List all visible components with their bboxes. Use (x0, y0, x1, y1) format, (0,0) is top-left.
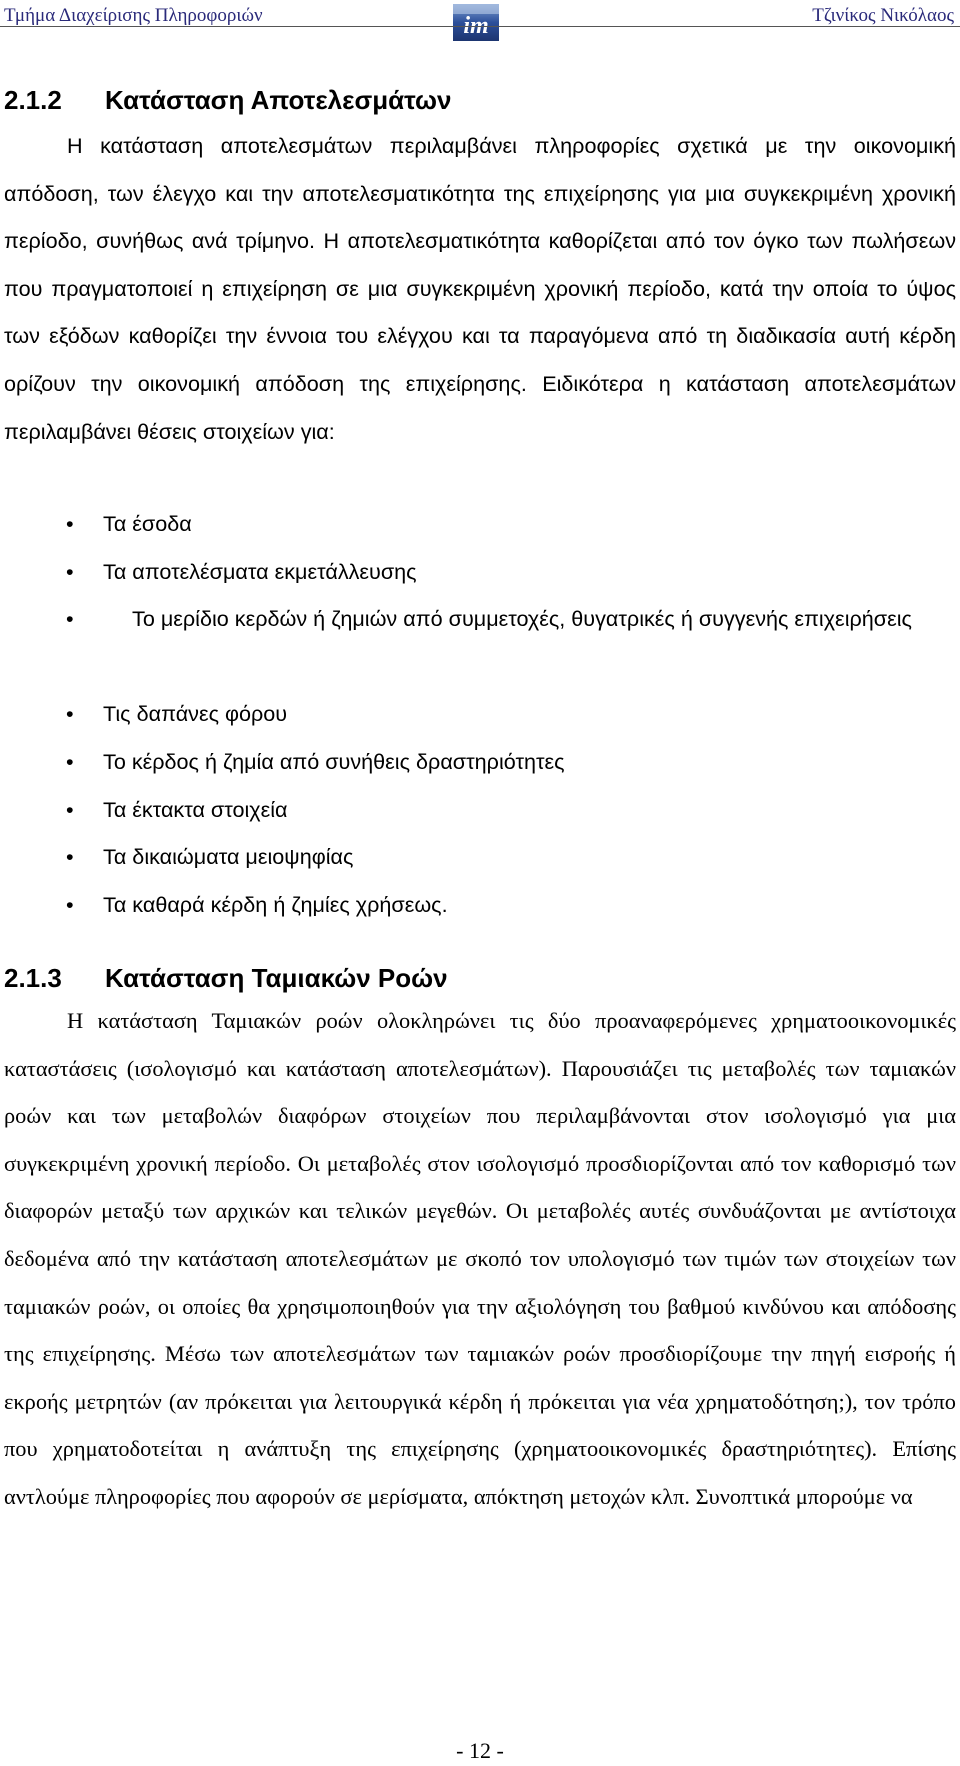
bullet-icon: • (66, 796, 74, 822)
bullet-icon: • (66, 701, 74, 727)
section-paragraph (4, 122, 956, 455)
bullet-list (0, 500, 960, 928)
bullet-icon: • (66, 891, 74, 917)
section-paragraph (4, 997, 956, 1521)
section-number: 2.1.3 (4, 963, 62, 993)
list-item: • Το μερίδιο κερδών ή ζημιών από συμμετοχές, θυγατρικές ή συγγενής επιχειρήσεις (0, 595, 960, 690)
bullet-icon: • (66, 606, 74, 632)
bullet-icon: • (66, 748, 74, 774)
list-item: • Τα έκτακτα στοιχεία (0, 786, 960, 834)
section-heading-2-1-3 (4, 963, 448, 993)
im-logo-icon (452, 3, 500, 42)
list-item: • Τα αποτελέσματα εκμετάλλευσης (0, 548, 960, 596)
list-item: • Τα δικαιώματα μειοψηφίας (0, 833, 960, 881)
header-rule (0, 26, 960, 27)
page-header (0, 0, 960, 44)
section-title: Κατάσταση Αποτελεσμάτων (105, 85, 452, 115)
list-item: • Τα έσοδα (0, 500, 960, 548)
bullet-icon: • (66, 511, 74, 536)
list-item: • Τις δαπάνες φόρου (0, 690, 960, 738)
header-author: Τζινίκος Νικόλαος (812, 5, 954, 26)
paragraph-text: Η κατάσταση Ταμιακών ροών ολοκληρώνει τις δύο προαναφερόμενες χρηματοοικονομικές καταστάσεις (ισολογισμό και κατάσταση αποτελεσμάτων). Παρουσιάζει τις μεταβολές των ταμιακών ροών και των μεταβολών διαφόρων στοιχείων που περιλαμβάνονται στον ισολογισμό για μια συγκεκριμένη χρονική περίοδο. Οι μεταβολές στον ισολογισμό προσδιορίζονται από τον καθορισμό των διαφορών μεταξύ των αρχικών και τελικών μεγεθών. Οι μεταβολές αυτές συνδυάζονται με αντίστοιχα δεδομένα από την κατάσταση αποτελεσμάτων με σκοπό τον υπολογισμό των τιμών των στοιχείων των ταμιακών ροών, οι οποίες θα χρησιμοποιηθούν για την αξιολόγηση του βαθμού κινδύνου και απόδοσης της επιχείρησης. Μέσω των αποτελεσμάτων των ταμιακών ροών προσδιορίζουμε την πηγή εισροής ή εκροής μετρητών (αν πρόκειται για λειτουργικά κέρδη ή πρόκειται για νέα χρηματοδότηση;), τον τρόπο που χρηματοδοτείται η ανάπτυξη της επιχείρησης (χρηματοοικονομικές δραστηριότητες). Επίσης αντλούμε πληροφορίες που αφορούν σε μερίσματα, απόκτηση μετοχών κλπ. Συνοπτικά μπορούμε να (4, 1008, 956, 1509)
list-item: • Το κέρδος ή ζημία από συνήθεις δραστηριότητες (0, 738, 960, 786)
header-department: Τμήμα Διαχείρισης Πληροφοριών (4, 5, 263, 26)
bullet-icon: • (66, 558, 74, 584)
bullet-icon: • (66, 844, 74, 870)
section-title: Κατάσταση Ταμιακών Ροών (105, 963, 448, 993)
paragraph-text: Η κατάσταση αποτελεσμάτων περιλαμβάνει πληροφορίες σχετικά με την οικονομική απόδοση, των έλεγχο και την αποτελεσματικότητα της επιχείρησης για μια συγκεκριμένη χρονική περίοδο, συνήθως ανά τρίμηνο. Η αποτελεσματικότητα καθορίζεται από τον όγκο των πωλήσεων που πραγματοποιεί η επιχείρηση σε μια συγκεκριμένη χρονική περίοδο, κατά την οποία το ύψος των εξόδων καθορίζει την έννοια του ελέγχου και τα παραγόμενα από τη διαδικασία αυτή κέρδη ορίζουν την οικονομική απόδοση της επιχείρησης. Ειδικότερα η κατάσταση αποτελεσμάτων περιλαμβάνει θέσεις στοιχείων για: (4, 133, 956, 444)
svg-text:im: im (463, 13, 489, 39)
list-item: • Τα καθαρά κέρδη ή ζημίες χρήσεως. (0, 881, 960, 929)
page-number: - 12 - (456, 1738, 504, 1763)
section-number: 2.1.2 (4, 85, 62, 115)
section-heading-2-1-2 (4, 85, 451, 115)
